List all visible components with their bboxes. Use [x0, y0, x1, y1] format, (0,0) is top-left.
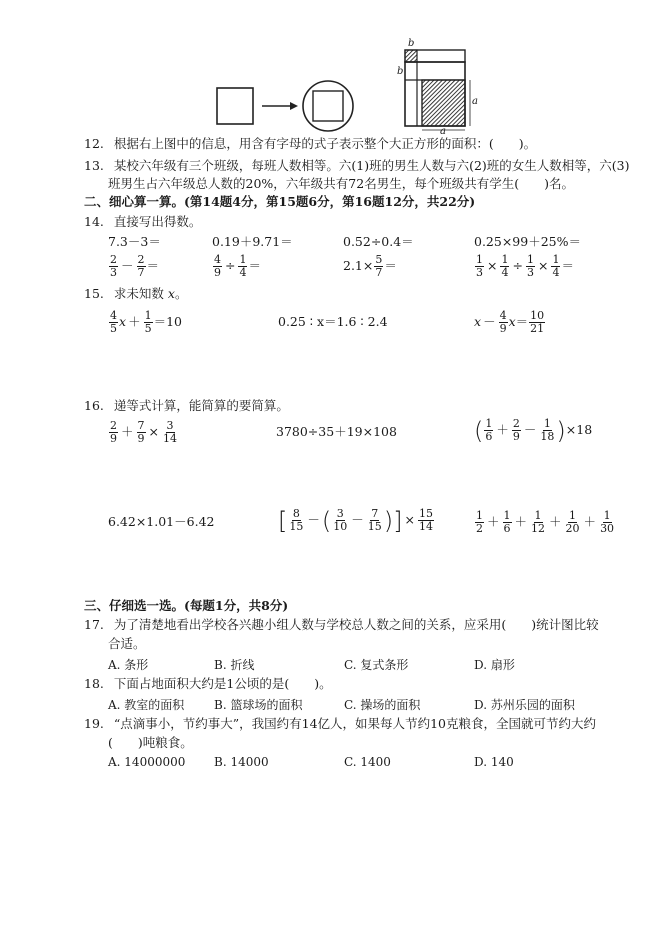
- question-15: 15. 求未知数 x。: [84, 286, 188, 301]
- fraction: $\frac{1}{3}$: [526, 253, 534, 279]
- section-3-title: 三、仔细选一选。(每题1分，共8分): [84, 598, 289, 613]
- shaded-square-a: [422, 80, 465, 126]
- fraction: $\frac{1}{2}$: [476, 509, 483, 535]
- question-number: 16.: [84, 398, 104, 413]
- section-2-title: 二、细心算一算。(第14题4分，第15题6分，第16题12分，共22分): [84, 194, 476, 209]
- option-a[interactable]: A. 教室的面积: [108, 698, 185, 712]
- q16-item-b: 3780÷35＋19×108: [276, 424, 397, 439]
- fraction: $\frac{1}{18}$: [540, 417, 555, 443]
- q15-item-b: 0.25 ∶ x＝1.6 ∶ 2.4: [278, 314, 388, 329]
- question-16: [84, 398, 289, 414]
- q16-item-c: ( $\frac{1}{6}$ ＋ $\frac{2}{9}$ － $\frac{1}{18}$ ) ×18: [474, 416, 593, 445]
- question-text: 根据右上图中的信息，用含有字母的式子表示整个大正方形的面积：( )。: [113, 136, 537, 151]
- question-12: [84, 136, 536, 152]
- small-square: [217, 88, 253, 124]
- option-a[interactable]: A. 条形: [108, 658, 149, 672]
- question-19-line2: ( )吨粮食。: [108, 735, 193, 750]
- fraction: $\frac{1}{4}$: [239, 253, 247, 279]
- q15-item-a: $\frac{4}{5}$ x ＋ $\frac{1}{5}$ ＝10: [110, 309, 182, 335]
- question-number: 12.: [84, 136, 104, 151]
- fraction: $\frac{4}{9}$: [499, 309, 507, 335]
- question-19: [84, 716, 596, 732]
- fraction: $\frac{15}{14}$: [419, 507, 434, 533]
- fraction: $\frac{2}{9}$: [110, 419, 117, 445]
- fraction: $\frac{1}{30}$: [600, 509, 615, 535]
- question-number: 18.: [84, 676, 104, 691]
- fraction: $\frac{2}{7}$: [137, 253, 145, 279]
- option-a[interactable]: A. 14000000: [108, 755, 186, 769]
- q14-item-a: 7.3－3＝: [108, 234, 161, 249]
- question-17: [84, 617, 599, 633]
- fraction: $\frac{1}{3}$: [476, 253, 483, 279]
- q14-item-c: 0.52÷0.4＝: [343, 234, 414, 249]
- question-number: 19.: [84, 716, 104, 731]
- q16-item-f: $\frac{1}{2}$ ＋ $\frac{1}{6}$ ＋ $\frac{1}{12}$ ＋ $\frac{1}{20}$ ＋ $\frac{1}{30}$: [476, 509, 615, 535]
- label-b-left: b: [397, 66, 404, 77]
- variable-x: x: [167, 286, 175, 301]
- option-b[interactable]: B. 篮球场的面积: [214, 698, 303, 712]
- fraction: $\frac{4}{5}$: [110, 309, 117, 335]
- question-number: 14.: [84, 214, 104, 229]
- q16-item-a: $\frac{2}{9}$ ＋ $\frac{7}{9}$ × $\frac{3}{14}$: [110, 419, 177, 445]
- question-text: 下面占地面积大约是1公顷的是( )。: [113, 676, 332, 691]
- label-a-bottom: a: [440, 126, 446, 137]
- question-13: [84, 158, 630, 174]
- question-title: 直接写出得数。: [113, 214, 202, 229]
- circle: [303, 81, 353, 131]
- question-text-line1: 某校六年级有三个班级，每班人数相等。六(1)班的男生人数与六(2)班的女生人数相等，六(3): [113, 158, 630, 173]
- fraction: $\frac{1}{5}$: [144, 309, 152, 335]
- q14-item-g: 2.1× $\frac{5}{7}$ ＝: [343, 253, 397, 279]
- question-number: 15.: [84, 286, 104, 301]
- question-number: 13.: [84, 158, 104, 173]
- question-title: 递等式计算，能简算的要简算。: [113, 398, 289, 413]
- arrow-head: [290, 102, 298, 110]
- q14-item-e: $\frac{2}{3}$ － $\frac{2}{7}$ ＝: [110, 253, 160, 279]
- fraction: $\frac{5}{7}$: [375, 253, 383, 279]
- fraction: $\frac{7}{9}$: [137, 419, 145, 445]
- fraction: $\frac{3}{10}$: [333, 507, 348, 533]
- label-b-top: b: [408, 38, 415, 49]
- inscribed-square: [313, 91, 343, 121]
- label-a-right: a: [472, 96, 478, 107]
- q14-item-h: $\frac{1}{3}$ × $\frac{1}{4}$ ÷ $\frac{1}{3}$ × $\frac{1}{4}$ ＝: [476, 253, 574, 279]
- option-c[interactable]: C. 复式条形: [344, 658, 409, 672]
- question-18: [84, 676, 332, 692]
- fraction: $\frac{8}{15}$: [289, 507, 304, 533]
- fraction: $\frac{1}{4}$: [501, 253, 509, 279]
- q16-item-d: 6.42×1.01－6.42: [108, 514, 215, 529]
- question-14: [84, 214, 201, 230]
- q14-item-d: 0.25×99＋25%＝: [474, 234, 581, 249]
- fraction: $\frac{1}{20}$: [565, 509, 580, 535]
- option-d[interactable]: D. 扇形: [474, 658, 515, 672]
- question-title: 求未知数: [113, 286, 164, 301]
- square-to-circle-figure: [0, 0, 667, 140]
- fraction: $\frac{1}{4}$: [552, 253, 560, 279]
- q15-item-c: x － $\frac{4}{9}$ x ＝ $\frac{10}{21}$: [474, 309, 545, 335]
- question-text-line1: “点滴事小，节约事大”，我国约有14亿人，如果每人节约10克粮食，全国就可节约大约: [113, 716, 596, 731]
- option-c[interactable]: C. 操场的面积: [344, 698, 421, 712]
- fraction: $\frac{10}{21}$: [530, 309, 545, 335]
- q14-item-b: 0.19＋9.71＝: [212, 234, 293, 249]
- fraction: $\frac{2}{9}$: [512, 417, 520, 443]
- option-b[interactable]: B. 折线: [214, 658, 255, 672]
- fraction: $\frac{7}{15}$: [367, 507, 382, 533]
- q16-item-e: [ $\frac{8}{15}$ － ( $\frac{3}{10}$ － $\frac{7}{15}$ ) ] × $\frac{15}{14}$: [278, 506, 434, 535]
- q14-item-f: $\frac{4}{9}$ ÷ $\frac{1}{4}$ ＝: [214, 253, 261, 279]
- question-text-line1: 为了清楚地看出学校各兴趣小组人数与学校总人数之间的关系，应采用( )统计图比较: [113, 617, 599, 632]
- option-d[interactable]: D. 140: [474, 755, 514, 769]
- fraction: $\frac{2}{3}$: [110, 253, 117, 279]
- fraction: $\frac{1}{12}$: [531, 509, 546, 535]
- option-b[interactable]: B. 14000: [214, 755, 269, 769]
- question-13-line2: 班男生占六年级总人数的20%，六年级共有72名男生，每个班级共有学生( )名。: [108, 176, 574, 191]
- option-c[interactable]: C. 1400: [344, 755, 391, 769]
- fraction: $\frac{3}{14}$: [163, 419, 177, 445]
- option-d[interactable]: D. 苏州乐园的面积: [474, 698, 575, 712]
- question-17-line2: 合适。: [108, 636, 146, 651]
- fraction: $\frac{4}{9}$: [214, 253, 221, 279]
- fraction: $\frac{1}{6}$: [503, 509, 511, 535]
- question-number: 17.: [84, 617, 104, 632]
- fraction: $\frac{1}{6}$: [485, 417, 493, 443]
